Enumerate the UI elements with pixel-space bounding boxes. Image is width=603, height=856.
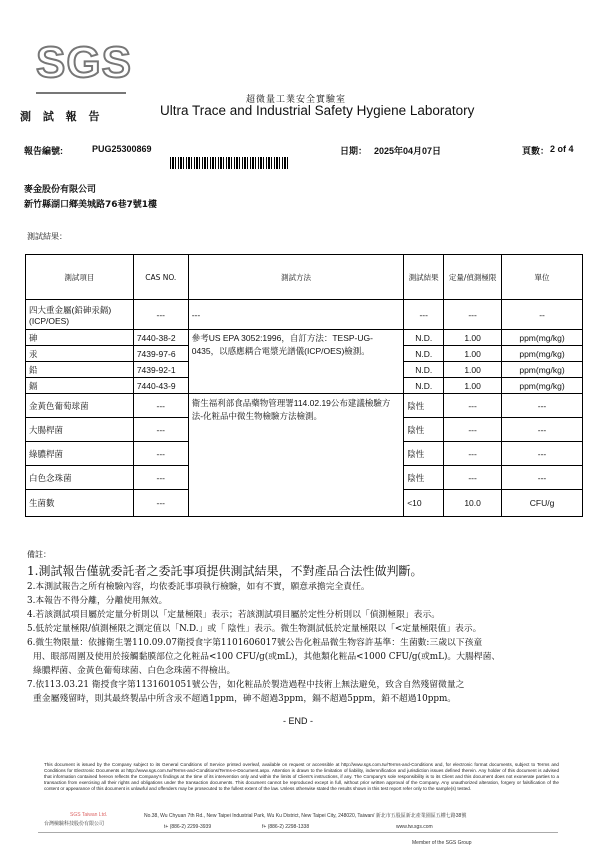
footer-company-en: SGS Taiwan Ltd. (70, 812, 108, 818)
cell-result: <10 (404, 490, 444, 517)
footer-disclaimer: This document is issued by the Company subject to its General Conditions of Service printed overleaf, available on request or accessible at http://www.sgs.com.tw/Terms-and-Conditions and, for electronic format documents, subject to Terms and Conditions for Electronic Documents at http://www.sgs.com.tw/Terms-and-Conditions/Terms-e-Document.aspx. Attention is drawn to the limitation of liability, indemnification and jurisdiction issues defined therein. Any holder of this document is advised that information contained hereon reflects the Company's findings at the time of its intervention only and within the limits of Client's instructions, if any. The Company's sole responsibility is to its Client and this document does not exonerate parties to a transaction from exercising all their rights and obligations under the transaction documents. This document cannot be reproduced except in full, without prior written approval of the Company. Any unauthorized alteration, forgery or falsification of the content or appearance of this document is unlawful and offenders may be prosecuted to the fullest extent of the law. Unless otherwise stated the results shown in this test report refer only to the sample(s) tested. (44, 762, 559, 791)
report-number-label: 報告編號: (24, 146, 63, 156)
cell-cas: --- (133, 394, 188, 418)
lab-name-chinese: 超微量工業安全實驗室 (246, 95, 347, 105)
note-7-line-1: 7.依113.03.21 衛授食字第1131601051號公告，如化粧品於製造過程中技術上無法避免，致含自然殘留微量之 (27, 680, 465, 690)
cell-limit: --- (444, 300, 502, 330)
client-address: 新竹縣湖口鄉美城路76巷7號1樓 (24, 200, 158, 210)
header-unit: 單位 (502, 255, 583, 300)
cell-limit: --- (444, 418, 502, 442)
end-marker: - END - (283, 716, 313, 726)
report-date: 2025年04月07日 (374, 146, 442, 156)
cell-result: N.D. (404, 330, 444, 346)
lab-name-english: Ultra Trace and Industrial Safety Hygiene Laboratory (160, 103, 475, 118)
cell-cas: --- (133, 300, 188, 330)
cell-item: 生菌數 (26, 490, 134, 517)
logo-text: SGS (36, 38, 132, 87)
cell-result: 陰性 (404, 466, 444, 490)
cell-item: 四大重金屬(鉛砷汞鎘)(ICP/OES) (26, 300, 134, 330)
cell-limit: 1.00 (444, 330, 502, 346)
page-number: 2 of 4 (550, 144, 574, 154)
note-6-line-2: 用、眼部周圍及使用於接觸黏膜部位之化粧品<100 CFU/g(或mL)，其他類化粧品<1000 CFU/g(或mL)。大腸桿菌、 (33, 652, 501, 662)
cell-limit: --- (444, 466, 502, 490)
cell-cas: 7440-38-2 (133, 330, 188, 346)
note-1: 1.測試報告僅就委託者之委託事項提供測試結果，不對產品合法性做判斷。 (27, 564, 423, 578)
cell-cas: 7439-92-1 (133, 362, 188, 378)
page-label: 頁數： (522, 146, 550, 156)
note-7-line-2: 重金屬殘留時，則其最終製品中所含汞不超過1ppm，砷不超過3ppm，鎘不超過5ppm，鉛不超過10ppm。 (33, 694, 457, 704)
cell-cas: --- (133, 466, 188, 490)
cell-limit: --- (444, 394, 502, 418)
table-header-row (26, 255, 583, 300)
footer-web: www.tw.sgs.com (396, 824, 433, 830)
cell-unit: --- (502, 442, 583, 466)
cell-unit: ppm(mg/kg) (502, 362, 583, 378)
report-title: 測 試 報 告 (20, 110, 104, 123)
footer-tel: t+ (886-2) 2299-3939 (164, 824, 212, 830)
cell-unit: CFU/g (502, 490, 583, 517)
cell-limit: 1.00 (444, 378, 502, 394)
cell-result: N.D. (404, 346, 444, 362)
cell-item: 大腸桿菌 (26, 418, 134, 442)
cell-result: N.D. (404, 362, 444, 378)
cell-method: --- (188, 300, 404, 330)
cell-item: 金黃色葡萄球菌 (26, 394, 134, 418)
cell-item: 鎘 (26, 378, 134, 394)
barcode (170, 157, 290, 169)
note-2: 2.本測試報告之所有檢驗內容，均依委託事項執行檢驗，如有不實，願意承擔完全責任。 (27, 582, 370, 592)
cell-unit: --- (502, 466, 583, 490)
footer-fax: f+ (886-2) 2298-1338 (262, 824, 310, 830)
table-row (26, 394, 583, 418)
cell-limit: 10.0 (444, 490, 502, 517)
note-4: 4.若該測試項目屬於定量分析則以「定量極限」表示；若該測試項目屬於定性分析則以「偵測極限」表示。 (27, 610, 441, 620)
cell-result: 陰性 (404, 394, 444, 418)
cell-method: 衛生福利部食品藥物管理署114.02.19公布建議檢驗方法-化粧品中微生物檢驗方法檢測。 (188, 394, 404, 517)
header-result: 測試結果 (404, 255, 444, 300)
footer-company-cn: 台灣檢驗科技股份有限公司 (44, 821, 105, 827)
cell-item: 砷 (26, 330, 134, 346)
cell-limit: 1.00 (444, 346, 502, 362)
cell-unit: ppm(mg/kg) (502, 378, 583, 394)
cell-item: 鉛 (26, 362, 134, 378)
cell-result: N.D. (404, 378, 444, 394)
cell-limit: --- (444, 442, 502, 466)
header-limit: 定量/偵測極限 (444, 255, 502, 300)
cell-result: 陰性 (404, 442, 444, 466)
cell-item: 綠膿桿菌 (26, 442, 134, 466)
sgs-logo (36, 38, 132, 88)
cell-cas: 7440-43-9 (133, 378, 188, 394)
footer-member: Member of the SGS Group (412, 840, 472, 846)
footer-address: No.38, Wu Chyuan 7th Rd., New Taipei Industrial Park, Wu Ku District, New Taipei City, 248020, Taiwan/ 新北市五股區新北產業園區五權七路38號 (144, 813, 467, 819)
cell-item: 白色念珠菌 (26, 466, 134, 490)
notes-section (27, 548, 587, 706)
header-method: 測試方法 (188, 255, 404, 300)
date-label: 日期： (340, 146, 368, 156)
note-5: 5.低於定量極限/偵測極限之測定值以「N.D.」或「 陰性」表示。微生物測試低於定量極限以「<定量極限值」表示。 (27, 624, 482, 634)
cell-limit: 1.00 (444, 362, 502, 378)
cell-unit: -- (502, 300, 583, 330)
cell-cas: --- (133, 418, 188, 442)
note-3: 3.本報告不得分離，分離使用無效。 (27, 596, 168, 606)
cell-result: 陰性 (404, 418, 444, 442)
cell-unit: ppm(mg/kg) (502, 346, 583, 362)
cell-method: 參考US EPA 3052:1996，自訂方法：TESP-UG-0435，以感應耦合電漿光譜儀(ICP/OES)檢測。 (188, 330, 404, 394)
header-item: 測試項目 (26, 255, 134, 300)
cell-unit: --- (502, 394, 583, 418)
cell-cas: --- (133, 490, 188, 517)
cell-cas: --- (133, 442, 188, 466)
cell-unit: --- (502, 418, 583, 442)
results-label: 測試結果： (27, 232, 67, 241)
report-number: PUG25300869 (92, 144, 152, 154)
notes-label: 備註： (27, 550, 51, 559)
table-row (26, 330, 583, 346)
note-6-line-3: 綠膿桿菌、金黃色葡萄球菌、白色念珠菌不得檢出。 (33, 666, 236, 676)
table-row (26, 300, 583, 330)
cell-item: 汞 (26, 346, 134, 362)
cell-result: --- (404, 300, 444, 330)
header-cas: CAS NO. (133, 255, 188, 300)
client-name: 麥金股份有限公司 (24, 185, 97, 195)
note-6-line-1: 6.微生物限量：依據衛生署110.09.07衛授食字第1101606017號公告化粧品微生物容許基準：生菌數:三歲以下孩童 (27, 638, 483, 648)
cell-unit: ppm(mg/kg) (502, 330, 583, 346)
results-table (25, 254, 583, 517)
footer-divider (38, 832, 558, 833)
cell-cas: 7439-97-6 (133, 346, 188, 362)
logo-underline (36, 92, 126, 94)
